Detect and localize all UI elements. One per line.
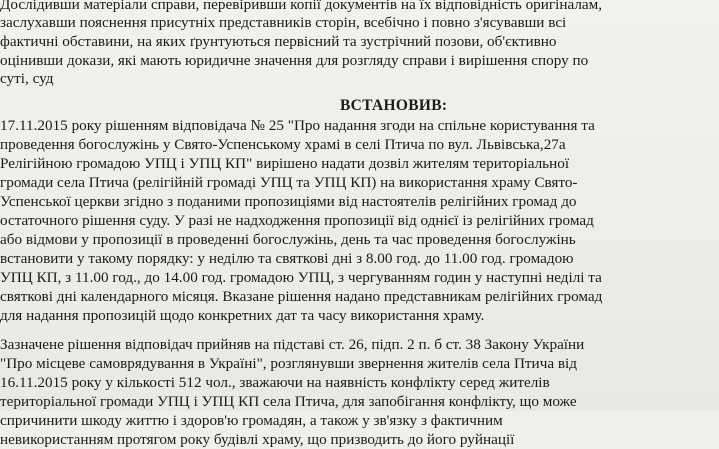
paragraph-3-line-6: невикористанням протягом року будівлі храму, що призводить до його руйнації [0,431,515,448]
paragraph-2-line-3: Релігійною громадою УПЦ і УПЦ КП" вирішено надати дозвіл жителям територіальної [0,155,570,172]
paragraph-1-line-3: фактичні обставини, на яких ґрунтуються первісний та зустрічний позови, об'єктивно [0,33,557,50]
paragraph-3-line-3: 16.11.2015 року у кількості 512 чол., зважаючи на наявність конфлікту серед жителів [0,374,550,391]
paragraph-2-line-11: для надання пропозицій щодо конкретних дат та часу використання храму. [0,307,485,324]
paragraph-2-line-7: або відмови у пропозиції в проведенні богослужінь, день та час проведення богослужінь [0,231,576,248]
paragraph-1-line-5: суті, суд [0,70,54,87]
paragraph-3-line-5: спричинити шкоду життю і здоров'ю громадян, а також у зв'язку з фактичним [0,412,503,429]
paragraph-1-line-2: заслухавши пояснення присутніх представників сторін, всебічно і повно з'ясувавши всі [0,14,567,31]
paragraph-2-line-8: встановити у такому порядку: у неділю та святкові дні з 8.00 год. до 11.00 год. громадою [0,250,574,267]
paragraph-3-line-2: "Про місцеве самоврядування в Україні", розглянувши звернення жителів села Птича від [0,355,577,372]
section-heading: ВСТАНОВИВ: [340,97,448,114]
paragraph-2-line-6: остаточного рішення суду. У разі не надходження пропозиції від однієї із релігійних громад [0,212,594,229]
paragraph-3-line-1: Зазначене рішення відповідач прийняв на підставі ст. 26, підп. 2 п. б ст. 38 Закону України [0,336,585,353]
paragraph-1-line-4: оцінивши докази, які мають юридичне значення для розгляду справи і вирішення спору по [0,52,589,69]
paragraph-2-line-10: святкові дні календарного місяця. Вказане рішення надано представникам релігійних громад [0,288,603,305]
paragraph-3-line-4: територіальної громади УПЦ і УПЦ КП села Птича, для запобігання конфлікту, що може [0,393,577,410]
paragraph-2-line-4: громади села Птича (релігійній громаді УПЦ та УПЦ КП) на використання храму Свято- [0,174,578,191]
paragraph-2-line-9: УПЦ КП, з 11.00 год., до 14.00 год. громадою УПЦ, з чергуванням годин у наступні неділі та [0,269,602,286]
paragraph-1-line-1: Дослідивши матеріали справи, перевіривши копії документів на їх відповідність оригіналам, [0,0,603,13]
paragraph-2-line-2: проведення богослужінь у Свято-Успенському храмі в селі Птича по вул. Львівська,27а [0,136,566,153]
paragraph-2-line-1: 17.11.2015 року рішенням відповідача № 25 "Про надання згоди на спільне користування та [0,117,595,134]
paragraph-2-line-5: Успенської церкви згідно з поданими пропозиціями від настоятелів релігійних громад до [0,193,577,210]
